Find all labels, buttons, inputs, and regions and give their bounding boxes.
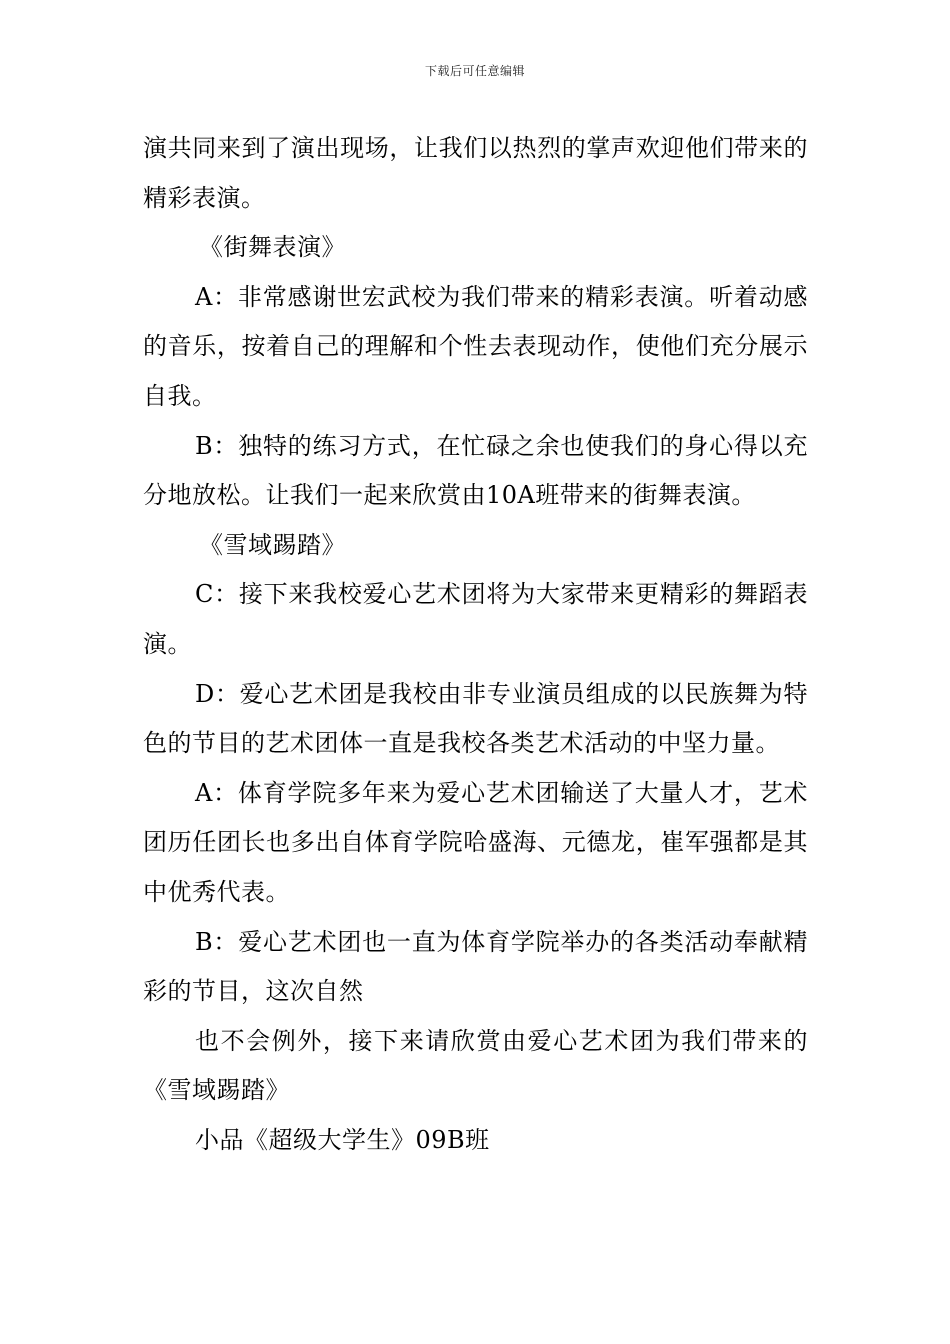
paragraph-host-a-1: A：非常感谢世宏武校为我们带来的精彩表演。听着动感的音乐，按着自己的理解和个性去表现动作，使他们充分展示自我。 (143, 282, 808, 410)
page-header: 下载后可任意编辑 (424, 64, 525, 78)
paragraph-host-c-1: C：接下来我校爱心艺术团将为大家带来更精彩的舞蹈表演。 (143, 580, 808, 658)
document-body (143, 124, 808, 1165)
paragraph-host-b-1: B：独特的练习方式，在忙碌之余也使我们的身心得以充分地放松。让我们一起来欣赏由10A班带来的街舞表演。 (143, 431, 808, 510)
paragraph-continuation: 也不会例外，接下来请欣赏由爱心艺术团为我们带来的《雪域踢踏》 (143, 1026, 808, 1105)
program-title-street-dance: 《街舞表演》 (199, 233, 346, 262)
program-title-skit: 小品《超级大学生》09B班 (195, 1125, 490, 1154)
program-title-snow-tap: 《雪域踢踏》 (199, 530, 346, 559)
paragraph-host-b-2: B：爱心艺术团也一直为体育学院举办的各类活动奉献精彩的节目，这次自然 (143, 927, 808, 1006)
paragraph-host-a-2: A：体育学院多年来为爱心艺术团输送了大量人才，艺术团历任团长也多出自体育学院哈盛海、元德龙，崔军强都是其中优秀代表。 (143, 778, 808, 906)
paragraph-intro-continuation: 演共同来到了演出现场，让我们以热烈的掌声欢迎他们带来的精彩表演。 (143, 134, 808, 212)
paragraph-host-d-1: D：爱心艺术团是我校由非专业演员组成的以民族舞为特色的节目的艺术团体一直是我校各类艺术活动的中坚力量。 (143, 679, 808, 758)
